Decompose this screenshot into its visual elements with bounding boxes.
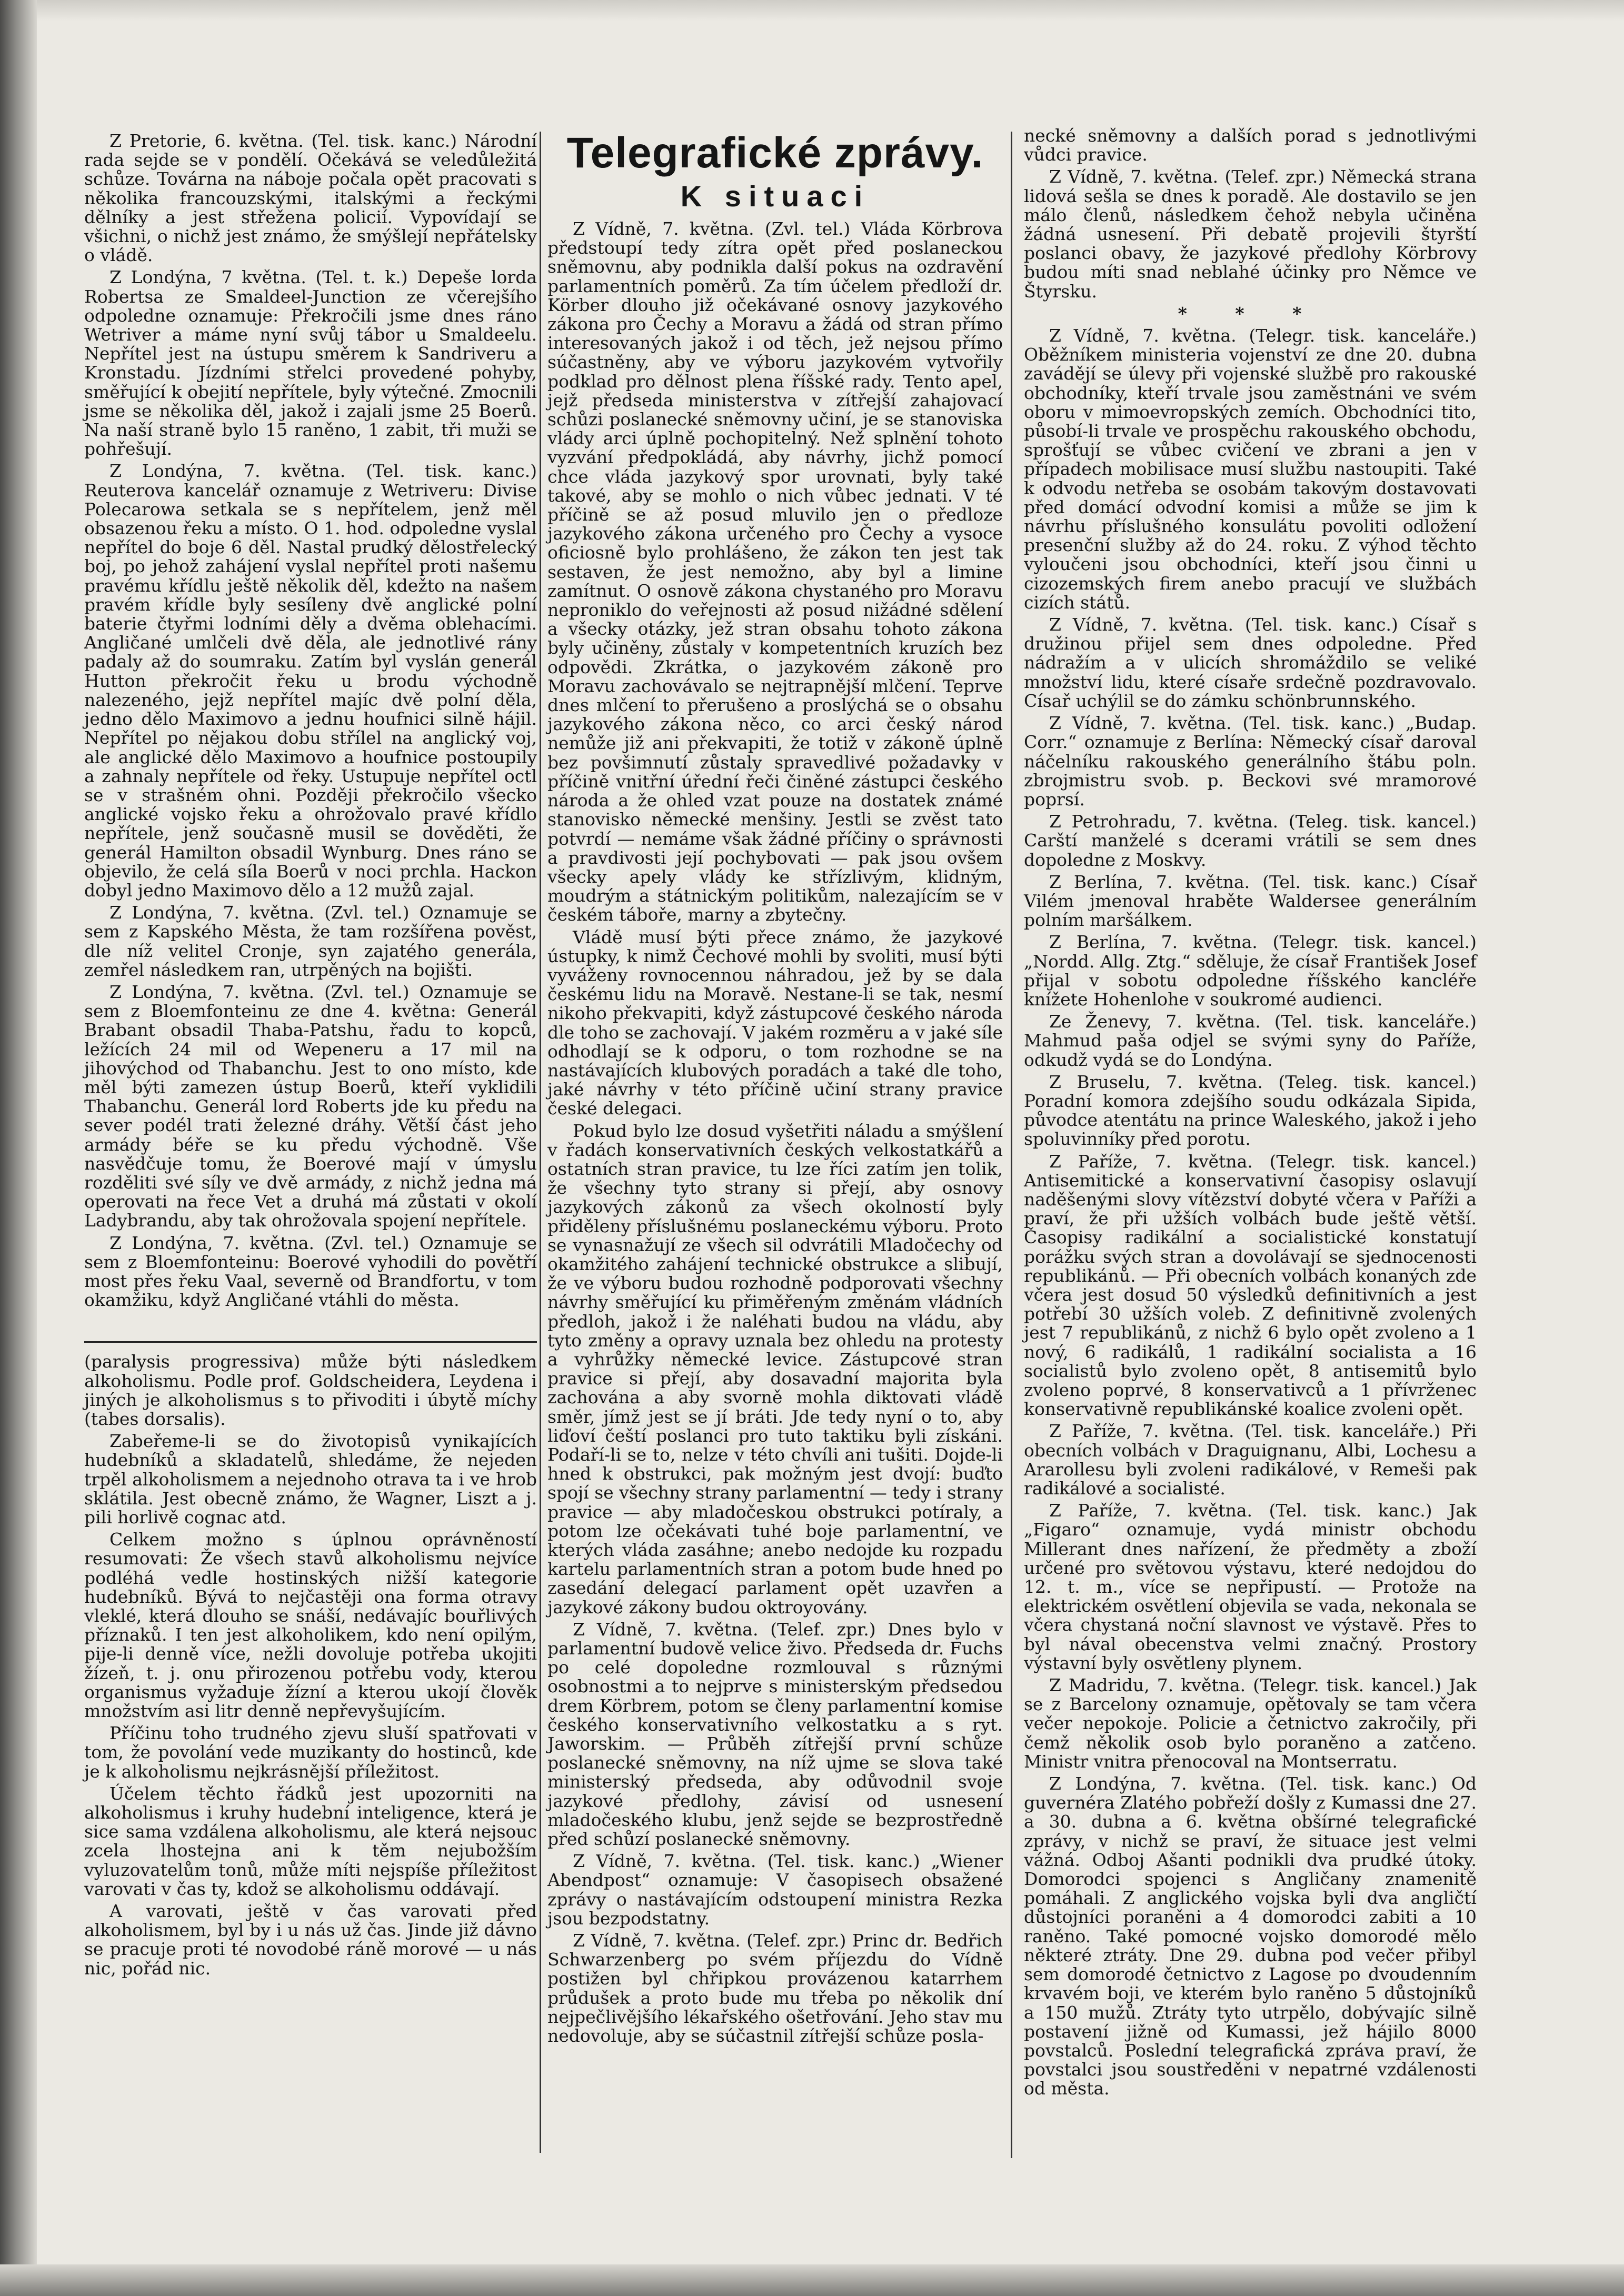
article-vienna-volkspartei: Z Vídně, 7. května. (Telef. zpr.) Německá strana lidová sešla se dnes k poradě. Ale dostavilo se jen málo členů, následkem čehož nebyla učiněna žádná usnesení. Při debatě projevili štyrští poslanci obavy, že jazykové předlohy Körbrovy budou míti snad neblahé účinky pro Němce ve Štyrsku. [1024, 166, 1477, 302]
article-pretoria: Z Pretorie, 6. května. (Tel. tisk. kanc.) Národní rada sejde se v pondělí. Očekává se veledůležitá schůze. Továrna na náboje počala opět pracovati s několika francouzskými, italskými a řeckými dělníky a jest střežena policií. Vypovídají se všichni, o nichž jest známo, že smýšlejí nepřátelsky o vládě. [84, 131, 537, 266]
page-bottom-edge [0, 2264, 1624, 2296]
article-vienna-emperor: Z Vídně, 7. května. (Tel. tisk. kanc.) Císař s družinou přijel sem dnes odpoledne. Před nádražím a v ulicích shromáždilo se veliké množství lidu, které císaře srdečně pozdravovalo. Císař uchýlil se do zámku schönbrunnského. [1024, 614, 1477, 711]
article-paragraph: Pokud bylo lze dosud vyšetřiti náladu a smýšlení v řadách konservativních českých velkostatkářů a ostatních stran pravice, tu lze říci zatím jen tolik, že všechny tyto strany si přejí, aby osnovy jazykových zákonů za všech okolností byly přiděleny příslušnému poslaneckému výboru. Proto se vynasnažují ze všech sil odvrátili Mladočechy od okamžitého zahájení technické obstrukce a slibují, že ve výboru budou rozhodně podporovati všechny návrhy směřující ku přiměřeným změnám vládních předloh, jakož i že naléhati budou na vládu, aby tyto změny a opravy uznala bez ohledu na protesty a vyhrůžky německé levice. Zástupcové stran pravice si přejí, aby dosavadní majorita byla zachována a aby svorně mohla diktovati vládě směr, jímž jest se jí bráti. Jde tedy nyní o to, aby liďoví čeští poslanci pro tuto taktiku byli získáni. Podaří-li se to, nelze v této chvíli ani tušiti. Dojde-li hned k obstrukci, pak možným jest dvojí: buďto spojí se všechny strany parlamentní — tedy i strany pravice — aby mladočeskou obstrukci potíraly, a potom lze očekávati tuhé boje parlamentní, ve kterých vláda zasáhne; anebo nedojde ku rozpadu kartelu parlamentních stran a potom bude hned po zasedání delegací parlament opět uzavřen a jazykové zákony budou oktroyovány. [547, 1120, 1003, 1618]
article-vienna-schwarzenberg: Z Vídně, 7. května. (Telef. zpr.) Princ dr. Bedřich Schwarzenberg po svém příjezdu do Vídně postižen byl chřipkou provázenou katarrhem průdušek a proto bude mu třeba po několik dní nejpečlivějšího lékařského ošetřování. Jeho stav mu nedovoluje, aby se súčastnil zítřejší schůze posla- [547, 1930, 1003, 2047]
column-1 [84, 132, 537, 1981]
article-london-brabant: Z Londýna, 7. května. (Zvl. tel.) Oznamuje se sem z Bloemfonteinu ze dne 4. května: Generál Brabant obsadil Thaba-Patshu, řadu to kopců, ležících 24 mil od Wepeneru a 17 mil na jihovýchod od Thabanchu. Jest to ono místo, kde měl býti zamezen ústup Boerů, kteří vyklidili Thabanchu. Generál lord Roberts jde ku předu na sever podél trati železné dráhy. Větší část jeho armády béře se ku předu východně. Vše nasvědčuje tomu, že Boerové mají v úmyslu rozděliti své síly ve dvě armády, z nichž jedna má operovati na řece Vet a druhá má zůstati v okolí Ladybrandu, aby tak ohrožovala spojení nepřítele. [84, 981, 537, 1231]
article-berlin-waldersee: Z Berlína, 7. května. (Tel. tisk. kanc.) Císař Vilém jmenoval hraběte Waldersee generálním polním maršálkem. [1024, 871, 1477, 931]
article-london-roberts: Z Londýna, 7 května. (Tel. t. k.) Depeše lorda Robertsa ze Smaldeel-Junction ze včerejšího odpoledne oznamuje: Překročili jsme dnes ráno Wetriver a máme nyní svůj tábor u Smaldeelu. Nepřítel jest na ústupu směrem k Sandriveru a Kronstadu. Jízdními střelci provedené pohyby, směřující k obejití nepřítele, byly výtečné. Zmocnili jsme se několika děl, jakož i zajali jsme 25 Boerů. Na naší straně bylo 15 raněno, 1 zabit, tři muži se pohřešují. [84, 267, 537, 460]
article-madrid: Z Madridu, 7. května. (Telegr. tisk. kancel.) Jak se z Barcelony oznamuje, opětovaly se tam včera večer nepokoje. Policie a četnictvo zakročily, při čemž několik osob bylo poraněno a zatčeno. Ministr vnitra přenocoval na Montserratu. [1024, 1675, 1477, 1772]
article-vienna-military: Z Vídně, 7. května. (Telegr. tisk. kanceláře.) Oběžníkem ministeria vojenství ze dne 20. dubna zavádějí se úlevy při vojenské službě pro rakouské obchodníky, kteří trvale jsou zaměstnáni ve svém oboru v mimoevropských zemích. Obchodníci tito, působí-li trvale ve prospěchu rakouského obchodu, sprošťují se vůbec cvičení ve zbrani a jen v případech mobilisace musí službu nastoupiti. Také k odvodu netřeba se osobám takovým dostavovati před domácí odvodní komisi a může se jim k návrhu příslušného konsulátu povoliti odložení presenční služby až do 24. roku. Z výhod těchto vyloučeni jsou obchodníci, kteří jsou činni u cizozemských firem anebo pracují ve službách cizích států. [1024, 325, 1477, 613]
article-london-vaal: Z Londýna, 7. května. (Zvl. tel.) Oznamuje se sem z Bloemfonteinu: Boerové vyhodili do povětří most přes řeku Vaal, severně od Brandfortu, v tom okamžiku, když Angličané vtáhli do města. [84, 1232, 537, 1311]
article-london-reuter: Z Londýna, 7. května. (Tel. tisk. kanc.) Reuterova kancelář oznamuje z Wetriveru: Divise Polecarowa setkala se s nepřítelem, jenž měl obsazenou řeku a místo. O 1. hod. odpoledne vyslal nepřítel do boje 6 děl. Nastal prudký dělostřelecký boj, po jehož zahájení vyslal nepřítel proti našemu pravému křídlu ještě několik děl, kdežto na našem pravém křídle byly sesíleny dvě anglické polní baterie čtyřmi lodními děly a dvěma oblehacími. Angličané umlčeli dvě děla, ale jednotlivé rány padaly až do soumraku. Zatím byl vyslán generál Hutton překročit řeku u brodu východně nalezeného, jejž nepřítel majíc dvě polní děla, jedno dělo Maximovo a jednu houfnici silně hájil. Nepřítel po nějakou dobu střílel na anglický voj, ale anglické dělo Maximovo a houfnice postoupily a zahnaly nepřítele od řeky. Ustupuje nepřítel octl se v strašném ohni. Později překročilo všecko anglické vojsko řeku a ohrožovalo pravé křídlo nepřítele, jenž současně musil se dověděti, že generál Hamilton obsadil Wynburg. Dnes ráno se objevilo, že celá síla Boerů v noci prchla. Hackon dobyl jedno Maximovo dělo a 12 mužů zajal. [84, 461, 537, 901]
feuilleton-divider [84, 1341, 537, 1343]
article-petersburg: Z Petrohradu, 7. května. (Teleg. tisk. kancel.) Carští manželé s dcerami vrátili se sem dnes dopoledne z Moskvy. [1024, 811, 1477, 870]
article-london-cronje: Z Londýna, 7. května. (Zvl. tel.) Oznamuje se sem z Kapského Města, že tam rozšířena pověst, dle níž velitel Cronje, syn zajatého generála, zemřel následkem ran, utrpěných na bojišti. [84, 902, 537, 980]
feuilleton-paragraph: Zabeřeme-li se do životopisů vynikajících hudebníků a skladatelů, shledáme, že nejeden trpěl alkoholismem a nejednoho otrava ta i ve hrob sklátila. Jest obecně známo, že Wagner, Liszt a j. pili horlivě cognac atd. [84, 1431, 537, 1528]
article-paragraph: Vládě musí býti přece známo, že jazykové ústupky, k nimž Čechové mohli by svoliti, musí býti vyváženy rovnocennou náhradou, jež by se dala českému lidu na Moravě. Nestane-li se tak, nesmí nikoho překvapiti, když zástupcové českého národa dle toho se zachovají. V jakém rozměru a v jaké síle odhodlají se k odporu, o tom rozhodne se na nastávajících klubových poradách a také dle toho, jaké návrhy v této příčině učiní strany pravice české delegaci. [547, 926, 1003, 1119]
feuilleton-paragraph: Účelem těchto řádků jest upozorniti na alkoholismus i kruhy hudební inteligence, která je sice sama vzdálena alkoholismu, ale která nejsouc zcela lhostejna ani k těm nejubožším vyluzovatelům tonů, může míti nejspíše příležitost varovati v čas ty, kdož se alkoholismu oddávají. [84, 1783, 537, 1899]
feuilleton-paragraph: (paralysis progressiva) může býti následkem alkoholismu. Podle prof. Goldscheidera, Leydena i jiných je alkoholismus s to přivoditi i úbytě míchy (tabes dorsalis). [84, 1351, 537, 1429]
feuilleton-paragraph: Příčinu toho trudného zjevu sluší spatřovati v tom, že povolání vede muzikanty do hostinců, kde je k alkoholismu nejkrásnější příležitost. [84, 1723, 537, 1782]
feuilleton-paragraph: A varovati, ještě v čas varovati před alkoholismem, byl by i u nás už čas. Jinde již dávno se pracuje proti té novodobé ráně morové — u nás nic, pořád nic. [84, 1901, 537, 1979]
article-paris-radicals: Z Paříže, 7. května. (Tel. tisk. kanceláře.) Při obecních volbách v Draguignanu, Albi, Lochesu a Ararollesu byli zvoleni radikálové, v Remeši pak radikálové a socialisté. [1024, 1421, 1477, 1499]
article-vienna-budap: Z Vídně, 7. května. (Tel. tisk. kanc.) „Budap. Corr.“ oznamuje z Berlína: Německý císař daroval náčelníku rakouského generálního štábu poln. zbrojmistru svob. p. Beckovi své mramorové poprsí. [1024, 713, 1477, 810]
article-london-kumassi: Z Londýna, 7. května. (Tel. tisk. kanc.) Od guvernéra Zlatého pobřeží došly z Kumassi dne 27. a 30. dubna a 6. května obšírné telegrafické zprávy, v nichž se praví, že situace jest velmi vážná. Odboj Ašanti podnikli dva prudké útoky. Domorodci spojenci s Angličany znamenitě pomáhali. Z anglického vojska byli dva angličtí důstojníci poraněni a 4 domorodci zabiti a 10 raněno. Také pomocné vojsko domorodé mělo některé ztráty. Dne 29. dubna pod večer přibyl sem domorodé četnictvo z Lagose po dvoudenním krvavém boji, ve kterém bylo raněno 5 důstojníků a 150 mužů. Ztráty tyto utrpělo, dobývajíc silně postavení jižně od Kumassi, jež hájilo 8000 povstalců. Poslední telegrafická zpráva praví, že povstalci jsou soustředěni v nepatrné vzdálenosti od města. [1024, 1773, 1477, 2099]
article-vienna-parliament: Z Vídně, 7. května. (Telef. zpr.) Dnes bylo v parlamentní budově velice živo. Předseda dr. Fuchs po celé dopoledne rozmlouval s různými osobnostmi a to nejprve s ministerským předsedou drem Körbrem, potom se členy parlamentní komise českého konservativního velkostatku a s ryt. Jaworskim. — Průběh zítřejší první schůze poslanecké sněmovny, na níž ujme se slova také ministerský předseda, aby odůvodnil svoje jazykové předlohy, závisí od usnesení mladočeského klubu, jenž sejde se bezprostředně před schůzí poslanecké sněmovny. [547, 1619, 1003, 1850]
section-stars: * * * [1178, 303, 1323, 324]
article-geneva: Ze Ženevy, 7. května. (Tel. tisk. kanceláře.) Mahmud paša odjel se svými syny do Paříže, odkudž vydá se do Londýna. [1024, 1011, 1477, 1070]
article-continuation: necké sněmovny a dalších porad s jednotlivými vůdci pravice. [1024, 125, 1477, 165]
column-2 [547, 129, 1003, 2049]
article-vienna-abendpost: Z Vídně, 7. května. (Tel. tisk. kanc.) „Wiener Abendpost“ oznamuje: V časopisech obsažené zprávy o nastávajícím odstoupení ministra Rezka jsou bezpodstatny. [547, 1851, 1003, 1929]
section-heading: Telegrafické zprávy. [566, 129, 984, 177]
article-vienna-korber: Z Vídně, 7. května. (Zvl. tel.) Vláda Körbrova předstoupí tedy zítra opět před poslaneckou sněmovnu, aby podnikla další pokus na ozdravění parlamentních poměrů. Za tím účelem předloží dr. Körber dlouho již očekávané osnovy jazykového zákona pro Čechy a Moravu a žádá od stran přímo interesovaných jakož i od těch, jež nejsou přímo súčastněny, aby ve výboru jazykovém vytvořily podklad pro dělnost plena říšské rady. Tento apel, jejž předseda ministerstva v zítřejší zahajovací schůzi poslanecké sněmovny učiní, je se stanoviska vlády arci úplně pochopitelný. Než splnění tohoto vyzvání předpokládá, aby návrhy, jichž pomocí chce vláda jazykový spor urovnati, byly také takové, aby se mohlo o nich vůbec jednati. V té příčině se až posud mluvilo jen o předloze jazykového zákona určeného pro Čechy a vysoce oficiosně bylo prohlášeno, že zákon ten jest tak sestaven, že jest nemožno, aby byl a limine zamítnut. O osnově zákona chystaného pro Moravu neproniklo do veřejnosti až posud nižádné sdělení a všecky otázky, jež stran obsahu tohoto zákona byly učiněny, zůstaly v kompetentních kruzích bez odpovědi. Zkrátka, o jazykovém zákoně pro Moravu zachovávalo se nejtrapnější mlčení. Teprve dnes mlčení to přerušeno a proslýchá se o obsahu jazykového zákona něco, co arci český národ nemůže již ani překvapiti, že totiž v zákoně úplně bez povšimnutí zůstaly spravedlivé požadavky v příčině vnitřní úřední řeči činěné zástupci českého národa a že ohled vzat pouze na dostatek známé stanovisko německé menšiny. Jestli se zvěst tato potvrdí — nemáme však žádné příčiny o správnosti a pravdivosti její pochybovati — pak jsou ovšem všecky apely vlády ke střízlivým, klidným, moudrým a státnickým politikům, nalezajícím se v českém táboře, marny a zbytečny. [547, 218, 1003, 925]
section-subheading: K situaci [680, 179, 870, 213]
article-paris-elections: Z Paříže, 7. května. (Telegr. tisk. kancel.) Antisemitické a konservativní časopisy oslavují naděšenými slovy vítězství dobyté včera v Paříži a praví, že při užších volbách bude ještě větší. Časopisy radikální a socialistické konstatují porážku svých stran a dovolávají se sjednocenosti republikánů. — Při obecních volbách konaných zde včera jest dosud 50 výsledků definitivních a jest potřebí 30 užších voleb. Z definitivně zvolených jest 7 republikánů, z nichž 6 bylo opět zvoleno a 1 nový, 6 radikálů, 1 radikální socialista a 16 socialistů bylo zvoleno opět, 8 antisemitů bylo zvoleno poprvé, 8 konservativců a 1 přívrženec konservativně republikánské koalice zvoleni opět. [1024, 1151, 1477, 1420]
article-paris-exhibition: Z Paříže, 7. května. (Tel. tisk. kanc.) Jak „Figaro“ oznamuje, vydá ministr obchodu Millerant dnes nařízení, že předměty a zboží určené pro světovou výstavu, které nedojdou do 12. t. m., více se nepřipustí. — Protože na elektrickém osvětlení objevila se vada, nekonala se včera chystaná noční slavnost ve výstavě. Přes to byl nával obecenstva velmi značný. Prostory výstavní byly osvětleny plynem. [1024, 1500, 1477, 1673]
page-top-edge [0, 0, 1624, 21]
feuilleton-paragraph: Celkem možno s úplnou oprávněností resumovati: Že všech stavů alkoholismu nejvíce podléhá vedle hostinských nižší kategorie hudebníků. Bývá to nejčastěji ona forma otravy vleklé, která dlouho se snáší, nedávajíc bouřlivých příznaků. I ten jest alkoholikem, kdo není opilým, pije-li denně více, nežli dovoluje potřeba ukojiti žízeň, t. j. onu přirozenou potřebu vody, kterou organismus vyžaduje žízní a kterou ukojí člověk množstvím asi litr denně nepřevyšujícím. [84, 1529, 537, 1722]
column-rule-right [1011, 132, 1012, 2158]
article-berlin-hohenlohe: Z Berlína, 7. května. (Telegr. tisk. kancel.) „Nordd. Allg. Ztg.“ sděluje, že císař František Josef přijal v sobotu odpoledne říšského kancléře knížete Hohenlohe v soukromé audienci. [1024, 932, 1477, 1010]
article-brussels: Z Bruselu, 7. května. (Teleg. tisk. kancel.) Poradní komora zdejšího soudu odkázala Sipida, původce atentátu na prince Waleského, jakož i jeho spoluvinníky před porotu. [1024, 1071, 1477, 1150]
column-rule-left [540, 132, 541, 2153]
column-3 [1024, 126, 1477, 2102]
page-binding-edge [0, 0, 37, 2296]
